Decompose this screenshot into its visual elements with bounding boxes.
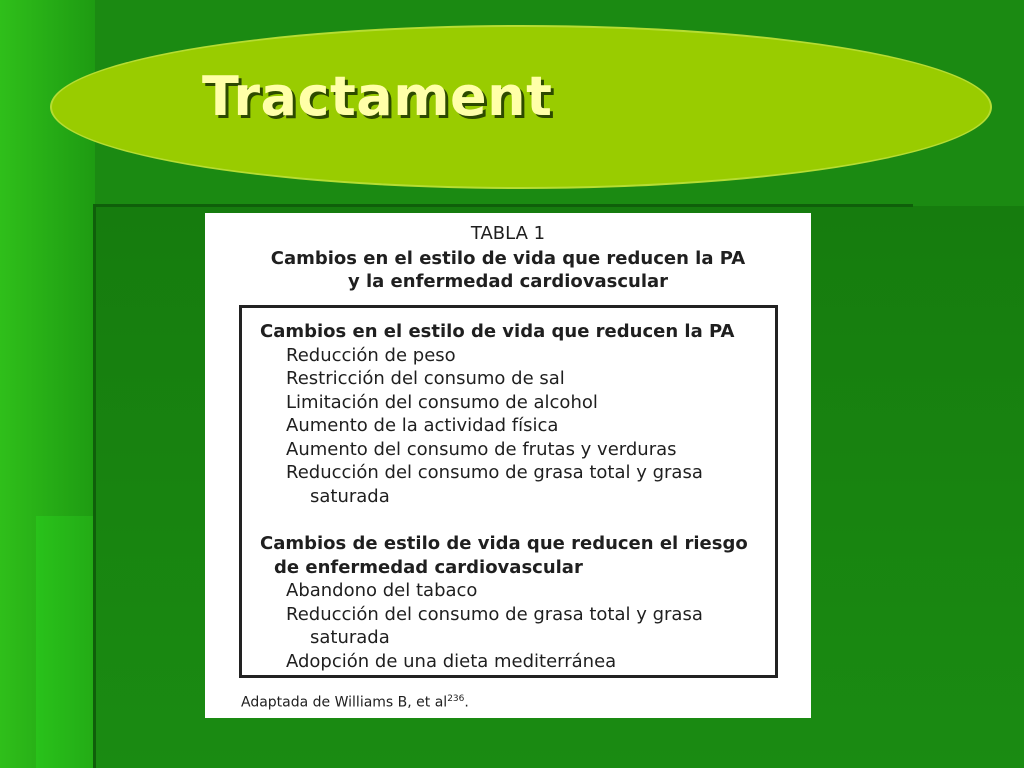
table-image [205, 213, 811, 718]
section-bp-lifestyle [260, 320, 734, 508]
section-heading-line-1: Cambios de estilo de vida que reducen el riesgo [260, 533, 748, 554]
background-lower-left-band [36, 516, 95, 768]
table-footnote [241, 690, 469, 712]
section-heading-line-2: de enfermedad cardiovascular [274, 556, 583, 578]
list-item: Abandono del tabaco [286, 580, 478, 601]
footnote-reference: 236 [447, 694, 465, 704]
slide-title: Tractament [202, 65, 553, 128]
footnote-text: Adaptada de Williams B, et al [241, 694, 448, 711]
table-caption [205, 247, 811, 293]
footnote-end: . [464, 694, 469, 711]
background-divider-horizontal [95, 204, 913, 207]
list-item: Restricción del consumo de sal [286, 368, 565, 389]
list-item-continuation: saturada [310, 627, 390, 648]
list-item: Reducción de peso [286, 344, 456, 366]
background-divider-vertical [93, 204, 96, 768]
list-item: Limitación del consumo de alcohol [286, 391, 598, 413]
list-item: Aumento de la actividad física [286, 415, 559, 436]
list-item: Adopción de una dieta mediterránea [286, 650, 617, 672]
list-item: Aumento del consumo de frutas y verduras [286, 438, 677, 460]
section-heading: Cambios en el estilo de vida que reducen la PA [260, 321, 735, 342]
table-caption-line-1: Cambios en el estilo de vida que reducen la PA [270, 248, 746, 269]
list-item: Reducción del consumo de grasa total y grasa [286, 603, 703, 625]
list-item-continuation: saturada [310, 485, 390, 507]
table-box [239, 305, 778, 678]
table-caption-line-2: y la enfermedad cardiovascular [347, 271, 669, 292]
section-cv-risk-lifestyle [260, 532, 748, 673]
list-item: Reducción del consumo de grasa total y grasa [286, 462, 703, 483]
table-label: TABLA 1 [470, 223, 546, 244]
